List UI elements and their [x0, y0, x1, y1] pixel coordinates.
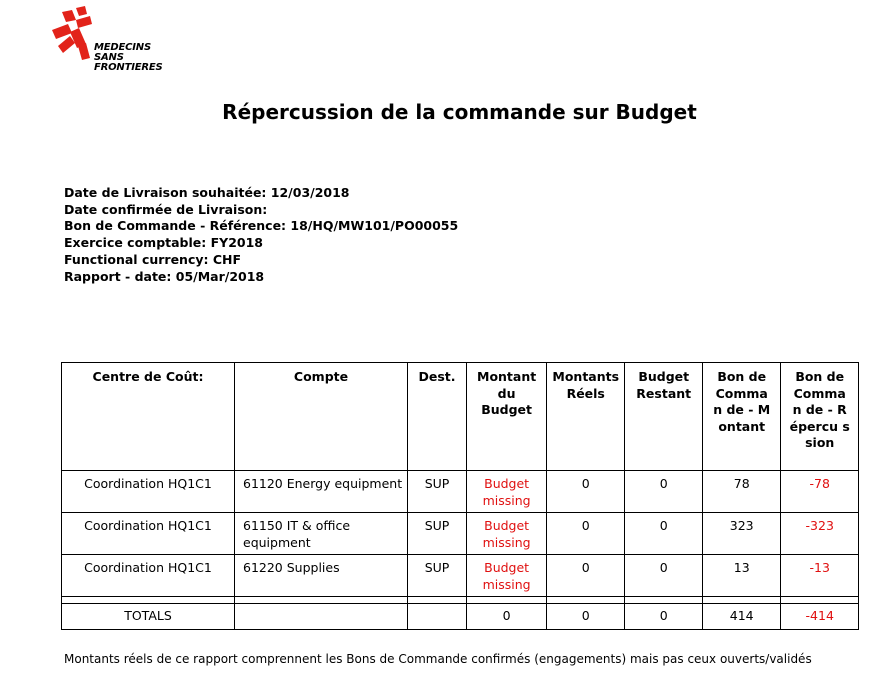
totals-account [235, 604, 408, 630]
msf-running-man-icon [52, 6, 92, 60]
info-report-date: Rapport - date: 05/Mar/2018 [64, 268, 265, 284]
header-budget-remaining: Budget Restant [625, 363, 703, 471]
cell-dest: SUP [408, 513, 467, 555]
cell-cost-center: Coordination HQ1C1 [62, 555, 235, 597]
cell-actual: 0 [547, 555, 625, 597]
table-row [62, 513, 859, 555]
cell-remaining: 0 [625, 513, 703, 555]
msf-logo [50, 6, 195, 73]
table-spacer-row [62, 597, 859, 604]
header-account: Compte [235, 363, 408, 471]
cell-account: 61220 Supplies [235, 555, 408, 597]
cell-remaining: 0 [625, 471, 703, 513]
totals-po-impact: -414 [781, 604, 859, 630]
totals-budget: 0 [467, 604, 547, 630]
table-header-row [62, 363, 859, 471]
cell-account: 61120 Energy equipment [235, 471, 408, 513]
footer-note: Montants réels de ce rapport comprennent les Bons de Commande confirmés (engagements) mais pas ceux ouverts/validés [64, 652, 812, 666]
cell-po-amount: 78 [703, 471, 781, 513]
totals-dest [408, 604, 467, 630]
cell-cost-center: Coordination HQ1C1 [62, 471, 235, 513]
cell-actual: 0 [547, 513, 625, 555]
cell-dest: SUP [408, 471, 467, 513]
header-po-amount: Bon de Comman de - Montant [703, 363, 781, 471]
header-budget-amount: Montant du Budget [467, 363, 547, 471]
totals-label: TOTALS [62, 604, 235, 630]
table-row [62, 471, 859, 513]
header-dest: Dest. [408, 363, 467, 471]
totals-po-amount: 414 [703, 604, 781, 630]
cell-cost-center: Coordination HQ1C1 [62, 513, 235, 555]
order-info [64, 185, 458, 285]
cell-remaining: 0 [625, 555, 703, 597]
info-delivery-confirmed: Date confirmée de Livraison: [64, 201, 268, 217]
cell-budget: Budget missing [467, 471, 547, 513]
header-cost-center: Centre de Coût: [62, 363, 235, 471]
info-po-reference: Bon de Commande - Référence: 18/HQ/MW101/PO00055 [64, 218, 459, 234]
cell-po-amount: 323 [703, 513, 781, 555]
cell-po-amount: 13 [703, 555, 781, 597]
cell-po-impact: -13 [781, 555, 859, 597]
cell-po-impact: -78 [781, 471, 859, 513]
info-fiscal-year: Exercice comptable: FY2018 [64, 235, 263, 251]
cell-account: 61150 IT & office equipment [235, 513, 408, 555]
cell-actual: 0 [547, 471, 625, 513]
logo-text-line2: SANS FRONTIERES [94, 52, 163, 73]
logo-text-line1: MEDECINS [94, 42, 151, 53]
totals-remaining: 0 [625, 604, 703, 630]
table-row [62, 555, 859, 597]
page-title: Répercussion de la commande sur Budget [222, 100, 697, 124]
cell-budget: Budget missing [467, 555, 547, 597]
totals-actual: 0 [547, 604, 625, 630]
cell-po-impact: -323 [781, 513, 859, 555]
info-currency: Functional currency: CHF [64, 251, 242, 267]
cell-budget: Budget missing [467, 513, 547, 555]
header-actual-amount: Montants Réels [547, 363, 625, 471]
cell-dest: SUP [408, 555, 467, 597]
header-po-impact: Bon de Comman de - Répercu ssion [781, 363, 859, 471]
table-totals-row [62, 604, 859, 630]
info-delivery-wished: Date de Livraison souhaitée: 12/03/2018 [64, 185, 350, 200]
budget-table [61, 362, 859, 630]
